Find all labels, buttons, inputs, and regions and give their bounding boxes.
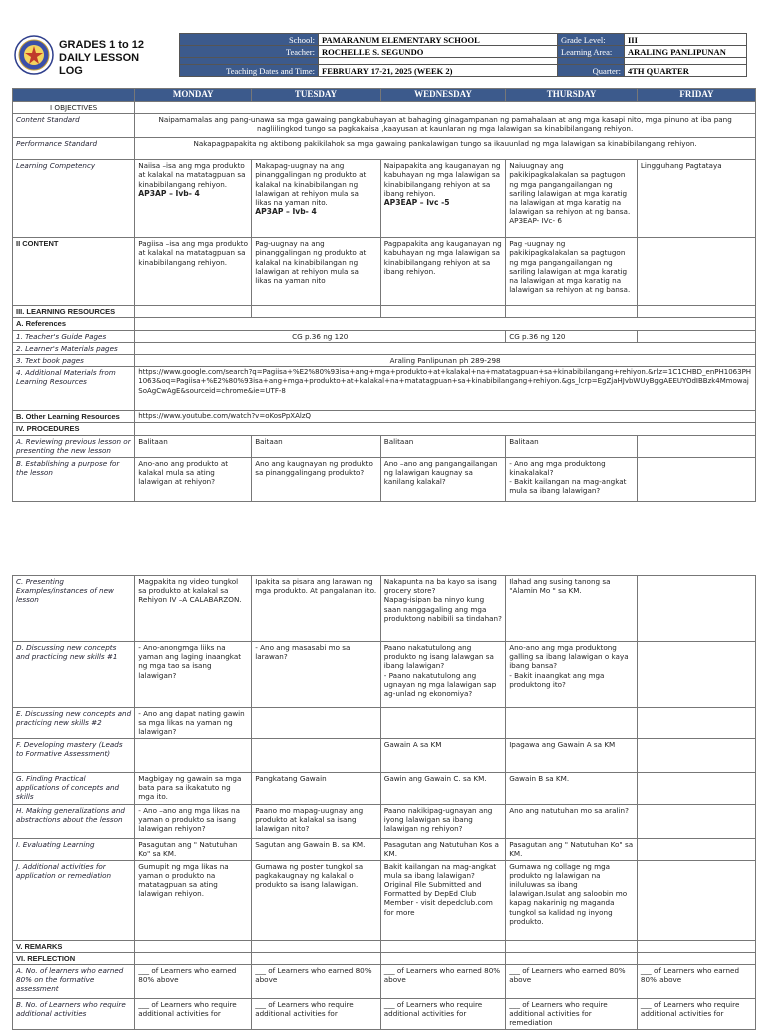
school-label: School:: [180, 34, 319, 46]
proc-j-thursday: Gumawa ng collage ng mga produkto ng lalawigan na iniluluwas sa ibang lalawigan.Isulat ang saloobin mo kapag nakarinig ng maganda tungkol sa kalidad ng inyong produkto.: [506, 860, 638, 940]
proc-i-wednesday: Pasagutan ang Natutuhan Kos a KM.: [380, 838, 505, 860]
lesson-log-header: [12, 33, 756, 81]
competency-thursday: Naiuugnay ang pakikipagkalakalan sa pagtugon ng mga pangangailangan ng sariling lalawigan at mga karatig na lalawigan at mga karatig na lalawigan sa rehiyon at ng bansa. AP3EAP- IVc- 6: [506, 160, 638, 238]
day-header-thursday: THURSDAY: [506, 89, 638, 102]
content-monday: Pagiisa –isa ang mga produkto at kalakal na matatagpuan sa kinabibilangang rehiyon.: [135, 238, 252, 306]
content-wednesday: Pagpapakita ang kauganayan ng kabuhayan ng mga lalawigan sa kinabibilangang rehiyon at sa ibang rehiyon.: [380, 238, 505, 306]
proc-g-thursday: Gawain B sa KM.: [506, 772, 638, 804]
teachers-guide-label: 1. Teacher's Guide Pages: [13, 330, 135, 342]
proc-j-monday: Gumupit ng mga likas na yaman o produkto na matatagpuan sa ating lalawigan rehiyon.: [135, 860, 252, 940]
competency-monday: Naiisa –isa ang mga produkto at kalakal na matatagpuan sa kinabibilangang rehiyon. AP3AP – Ivb- 4: [135, 160, 252, 238]
proc-j-label: J. Additional activities for application or remediation: [13, 860, 135, 940]
school-value: PAMARANUM ELEMENTARY SCHOOL: [319, 34, 558, 46]
proc-b-tuesday: Ano ang kaugnayan ng produkto sa pinanggalingang produkto?: [252, 457, 381, 501]
proc-g-wednesday: Gawin ang Gawain C. sa KM.: [380, 772, 505, 804]
reflection-a-friday: ___ of Learners who earned 80% above: [637, 965, 755, 999]
proc-e-monday: - Ano ang dapat nating gawin sa mga likas na yaman ng lalawigan?: [135, 708, 252, 739]
content-tuesday: Pag-uugnay na ang pinanggalingan ng produkto at kalakal na kinabibilangan ng lalawigan at rehiyon mula sa likas na yaman nito: [252, 238, 381, 306]
reflection-b-wednesday: ___ of Learners who require additional activities for: [380, 999, 505, 1030]
dates-value: FEBRUARY 17-21, 2025 (WEEK 2): [319, 65, 558, 77]
proc-h-tuesday: Paano mo mapag-uugnay ang produkto at kalakal sa isang lalawigan nito?: [252, 804, 381, 838]
teachers-guide-mon-wed: CG p.36 ng 120: [135, 330, 506, 342]
proc-i-tuesday: Sagutan ang Gawain B. sa KM.: [252, 838, 381, 860]
reflection-b-tuesday: ___ of Learners who require additional activities for: [252, 999, 381, 1030]
proc-a-label: A. Reviewing previous lesson or presenting the new lesson: [13, 435, 135, 457]
proc-a-wednesday: Balitaan: [380, 435, 505, 457]
proc-i-thursday: Pasagutan ang " Natutuhan Ko" sa KM.: [506, 838, 638, 860]
proc-f-label: F. Developing mastery (Leads to Formative Assessment): [13, 738, 135, 772]
performance-standard-label: Performance Standard: [13, 138, 135, 160]
proc-d-label: D. Discussing new concepts and practicing new skills #1: [13, 642, 135, 708]
proc-c-label: C. Presenting Examples/instances of new lesson: [13, 576, 135, 642]
quarter-value: 4TH QUARTER: [625, 65, 747, 77]
learners-materials-label: 2. Learner's Materials pages: [13, 342, 135, 354]
grade-label: Grade Level:: [558, 34, 625, 46]
day-header-wednesday: WEDNESDAY: [380, 89, 505, 102]
proc-b-wednesday: Ano –ano ang pangangailangan ng lalawigan kaugnay sa kanilang kalakal?: [380, 457, 505, 501]
proc-a-monday: Balitaan: [135, 435, 252, 457]
proc-a-tuesday: Baitaan: [252, 435, 381, 457]
corner-header: [13, 89, 135, 102]
competency-tuesday: Makapag-uugnay na ang pinanggalingan ng produkto at kalakal na kinabibilangan ng lalawigan at rehiyon mula sa likas na yaman nito. AP3AP – Ivb- 4: [252, 160, 381, 238]
content-section: II CONTENT: [13, 238, 135, 306]
reflection-b-friday: ___ of Learners who require additional activities for: [637, 999, 755, 1030]
proc-g-label: G. Finding Practical applications of concepts and skills: [13, 772, 135, 804]
proc-d-thursday: Ano-ano ang mga produktong galling sa ibang lalawigan o kaya ibang bansa? - Bakit inaangkat ang mga produktong ito?: [506, 642, 638, 708]
competency-friday: Lingguhang Pagtataya: [637, 160, 755, 238]
reflection-a-monday: ___ of Learners who earned 80% above: [135, 965, 252, 999]
reflection-a-tuesday: ___ of Learners who earned 80% above: [252, 965, 381, 999]
lesson-log-table-top: [12, 88, 756, 502]
proc-d-monday: - Ano-anongmga liiks na yaman ang laging inaangkat ng mga tao sa isang lalawigan?: [135, 642, 252, 708]
proc-i-monday: Pasagutan ang " Natutuhan Ko" sa KM.: [135, 838, 252, 860]
teachers-guide-thursday: CG p.36 ng 120: [506, 330, 638, 342]
teacher-value: ROCHELLE S. SEGUNDO: [319, 46, 558, 58]
proc-h-thursday: Ano ang natutuhan mo sa aralin?: [506, 804, 638, 838]
reflection-section: VI. REFLECTION: [13, 952, 135, 964]
day-header-friday: FRIDAY: [637, 89, 755, 102]
proc-j-tuesday: Gumawa ng poster tungkol sa pagkakaugnay ng kalakal o produkto sa isang lalawigan.: [252, 860, 381, 940]
proc-c-wednesday: Nakapunta na ba kayo sa isang grocery store? Napag-isipan ba ninyo kung saan nanggagaling ang mga produktong nabibili sa tindahan?: [380, 576, 505, 642]
proc-j-wednesday: Bakit kailangan na mag-angkat mula sa ibang lalawigan? Original File Submitted and Formatted by DepEd Club Member - visit depedclub.com for more: [380, 860, 505, 940]
reflection-b-monday: ___ of Learners who require additional activities for: [135, 999, 252, 1030]
reflection-b-label: B. No. of Learners who require additional activities: [13, 999, 135, 1030]
deped-seal-icon: [14, 35, 54, 75]
quarter-label: Quarter:: [558, 65, 625, 77]
proc-c-monday: Magpakita ng video tungkol sa produkto at kalakal sa Rehiyon IV –A CALABARZON.: [135, 576, 252, 642]
proc-h-monday: - Ano –ano ang mga likas na yaman o produkto sa isang lalawigan rehiyon?: [135, 804, 252, 838]
reflection-b-thursday: ___ of Learners who require additional activities for remediation: [506, 999, 638, 1030]
textbook-label: 3. Text book pages: [13, 355, 135, 367]
content-standard-label: Content Standard: [13, 114, 135, 138]
reflection-a-wednesday: ___ of Learners who earned 80% above: [380, 965, 505, 999]
youtube-link[interactable]: https://www.youtube.com/watch?v=oKosPpXAlzQ: [135, 411, 756, 423]
remarks-section: V. REMARKS: [13, 940, 135, 952]
proc-h-label: H. Making generalizations and abstractions about the lesson: [13, 804, 135, 838]
area-value: ARALING PANLIPUNAN: [625, 46, 747, 58]
proc-b-monday: Ano-ano ang produkto at kalakal mula sa ating lalawigan at rehiyon?: [135, 457, 252, 501]
references-section: A. References: [13, 318, 135, 330]
day-header-tuesday: TUESDAY: [252, 89, 381, 102]
proc-g-monday: Magbigay ng gawain sa mga bata para sa ikakatuto ng mga ito.: [135, 772, 252, 804]
proc-d-wednesday: Paano nakatutulong ang produkto ng isang lalawgan sa ibang lalawigan? - Paano nakatutulong ang ugnayan ng mga lalawigan sap ag-unlad ng ekonomiya?: [380, 642, 505, 708]
area-label: Learning Area:: [558, 46, 625, 58]
proc-f-thursday: Ipagawa ang Gawain A sa KM: [506, 738, 638, 772]
performance-standard-text: Nakapagpapakita ng aktibong pakikilahok sa mga gawaing pankalawigan tungo sa ikauunlad ng mga lalawigan sa kinabibilangang rehiyon.: [135, 138, 756, 160]
proc-a-thursday: Balitaan: [506, 435, 638, 457]
grade-value: III: [625, 34, 747, 46]
proc-b-thursday: - Ano ang mga produktong kinakalakal? - Bakit kailangan na mag-angkat mula sa ibang lalawigan?: [506, 457, 638, 501]
proc-c-tuesday: Ipakita sa pisara ang larawan ng mga produkto. At pangalanan ito.: [252, 576, 381, 642]
proc-g-tuesday: Pangkatang Gawain: [252, 772, 381, 804]
additional-materials-label: 4. Additional Materials from Learning Resources: [13, 367, 135, 411]
content-thursday: Pag -uugnay ng pakikipagkalakalan sa pagtugon ng mga pangangailangan ng sariling lalawigan at mga karatig na lalawigan at mga karatig na lalawigan sa rehiyon at ng bansa.: [506, 238, 638, 306]
procedures-section: IV. PROCEDURES: [13, 423, 135, 435]
reflection-a-thursday: ___ of Learners who earned 80% above: [506, 965, 638, 999]
proc-e-label: E. Discussing new concepts and practicing new skills #2: [13, 708, 135, 739]
reflection-a-label: A. No. of learners who earned 80% on the formative assessment: [13, 965, 135, 999]
resources-section: III. LEARNING RESOURCES: [13, 306, 135, 318]
learning-competency-label: Learning Competency: [13, 160, 135, 238]
proc-i-label: I. Evaluating Learning: [13, 838, 135, 860]
proc-f-wednesday: Gawain A sa KM: [380, 738, 505, 772]
day-header-monday: MONDAY: [135, 89, 252, 102]
proc-b-label: B. Establishing a purpose for the lesson: [13, 457, 135, 501]
competency-wednesday: Naipapakita ang kauganayan ng kabuhayan ng mga lalawigan sa kinabibilangang rehiyon at sa ibang rehiyon. AP3EAP – Ivc -5: [380, 160, 505, 238]
proc-d-tuesday: - Ano ang masasabi mo sa larawan?: [252, 642, 381, 708]
additional-materials-link[interactable]: https://www.google.com/search?q=Pagiisa+%E2%80%93isa+ang+mga+produkto+at+kalakal+na+matatagpuan+sa+kinabibilangang+rehiyon.&rlz=1C1CHBD_enPH1063PH1063&oq=Pagiisa+%E2%80%93isa+ang+mga+produkto+at+kalakal+na+matatagpuan+sa+kinabibilangang+rehiyon.&gs_lcrp=EgZjaHJvbWUyBggAEEUYOdIBBzk4MmowajSoAgCwAgE&sourceid=chrome&ie=UTF-8: [135, 367, 756, 411]
objectives-section: I OBJECTIVES: [13, 102, 135, 114]
lesson-log-table-bottom: [12, 575, 756, 1030]
textbook-pages: Araling Panlipunan ph 289-298: [135, 355, 756, 367]
content-standard-text: Naipamamalas ang pang-unawa sa mga gawaing pangkabuhayan at bahaging ginagampanan ng pamahalaan at ang mga kasapi nito, mga pinuno at iba pang nagliilingkod tungo sa pagkakaisa ,kaayusan at kaunlaran ng mga lalawigan sa kinabibilangang rehiyon.: [135, 114, 756, 138]
other-resources-section: B. Other Learning Resources: [13, 411, 135, 423]
proc-h-wednesday: Paano nakikipag-ugnayan ang iyong lalawigan sa ibang lalawigan ng rehiyon?: [380, 804, 505, 838]
dates-label: Teaching Dates and Time:: [180, 65, 319, 77]
teacher-label: Teacher:: [180, 46, 319, 58]
proc-c-thursday: Ilahad ang susing tanong sa "Alamin Mo " sa KM.: [506, 576, 638, 642]
document-title: GRADES 1 to 12 DAILY LESSON LOG: [59, 39, 144, 77]
header-meta-table: [179, 33, 747, 77]
